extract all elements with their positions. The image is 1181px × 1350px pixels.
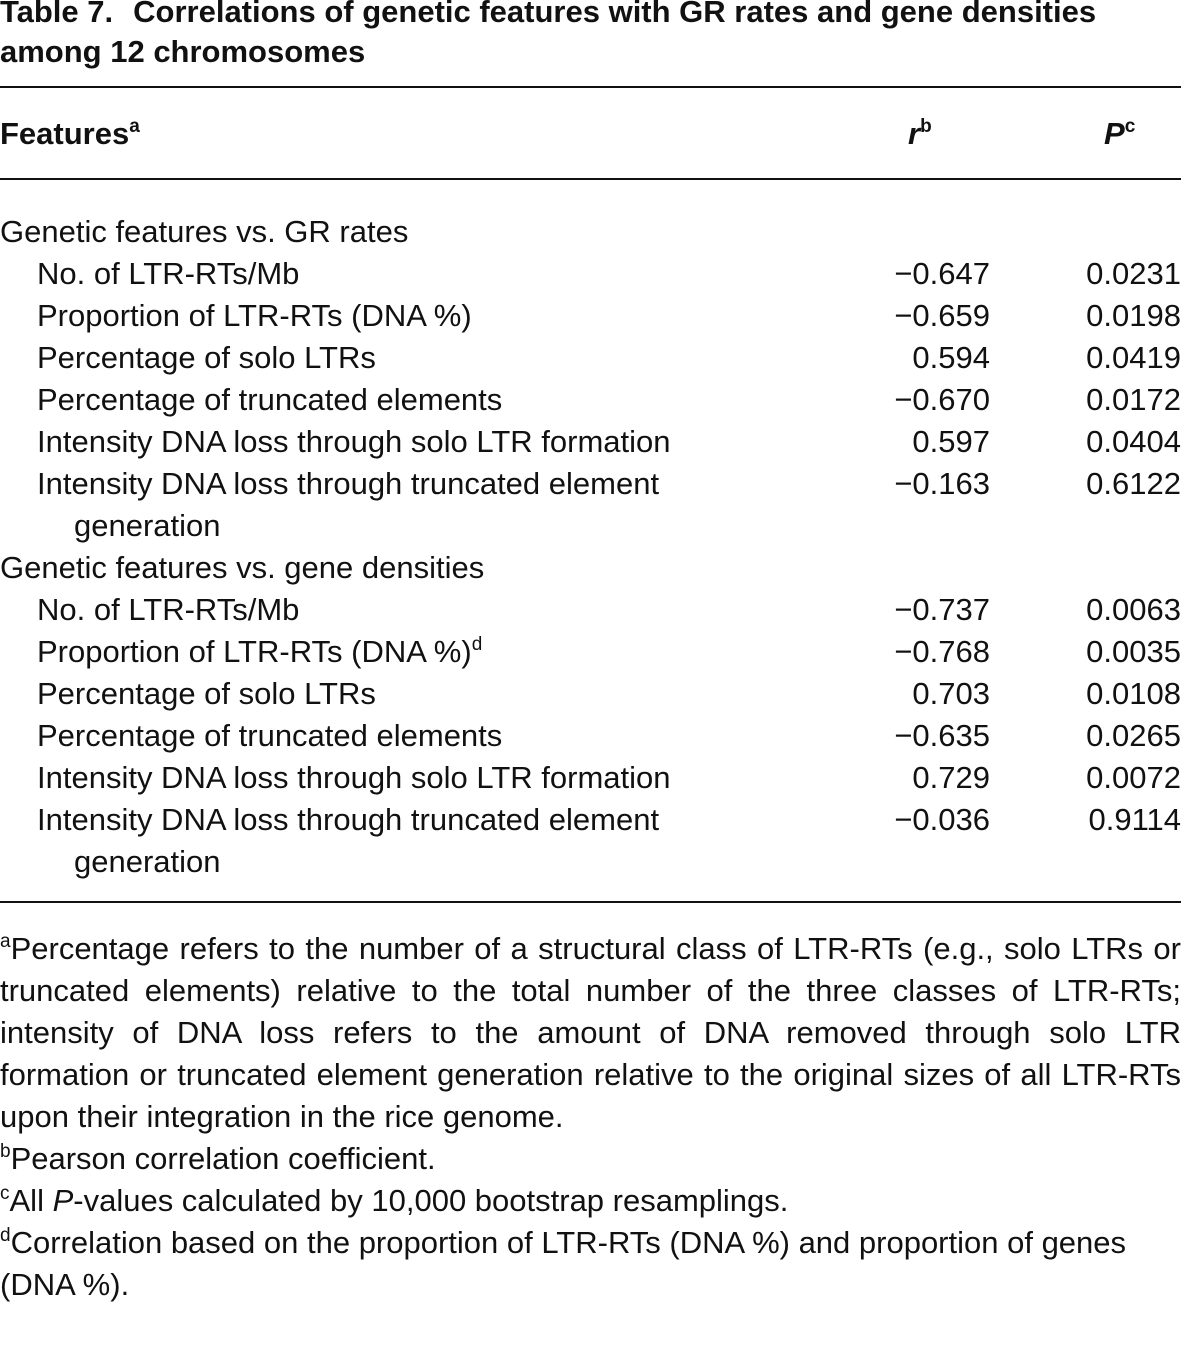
footnotes	[0, 928, 1181, 1306]
r-value: 0.703	[912, 676, 990, 711]
r-value: −0.768	[894, 634, 990, 669]
header-rule	[0, 178, 1181, 180]
footnote-mark-d: d	[471, 634, 483, 655]
feature-label: Intensity DNA loss through truncated element	[37, 466, 660, 501]
r-value: −0.737	[894, 592, 990, 627]
table-label: Table 7.	[0, 0, 114, 29]
footnote-a	[0, 928, 1181, 1138]
r-value: −0.647	[894, 256, 990, 291]
group-heading-text: Genetic features vs. gene densities	[0, 550, 485, 585]
footnote-c-italic: P	[52, 1183, 74, 1218]
p-value: 0.9114	[1088, 802, 1181, 837]
footnote-d-text: Correlation based on the proportion of LTR-RTs (DNA %) and proportion of genes (DNA %).	[0, 1225, 1127, 1302]
p-value: 0.0172	[1086, 382, 1181, 417]
p-value: 0.0265	[1086, 718, 1181, 753]
header-r-text: r	[908, 116, 921, 151]
p-value: 0.0063	[1086, 592, 1181, 627]
table-row	[0, 463, 1181, 543]
group-heading	[0, 211, 1181, 253]
footnote-c	[0, 1180, 1181, 1222]
p-value: 0.0198	[1086, 298, 1181, 333]
feature-label: Intensity DNA loss through truncated element	[37, 802, 660, 837]
footnote-a-text: Percentage refers to the number of a structural class of LTR-RTs (e.g., solo LTRs or truncated elements) relative to the total number of the three classes of LTR-RTs; intensity of DNA loss refers to the amount of DNA removed through solo LTR formation or truncated element generation relative to the original sizes of all LTR-RTs upon their integration in the rice genome.	[0, 931, 1181, 1134]
footnote-b	[0, 1138, 1181, 1180]
feature-label: Percentage of truncated elements	[37, 718, 503, 753]
footnote-mark-a: a	[129, 116, 140, 137]
bottom-rule	[0, 901, 1181, 903]
footnote-c-mark: c	[0, 1183, 10, 1204]
header-r	[908, 114, 932, 154]
table-row	[0, 715, 1181, 757]
feature-label: Percentage of solo LTRs	[37, 340, 376, 375]
footnote-mark-c: c	[1124, 116, 1136, 137]
r-value: 0.597	[912, 424, 990, 459]
p-value: 0.6122	[1086, 466, 1181, 501]
table-row	[0, 421, 1181, 463]
p-value: 0.0404	[1086, 424, 1181, 459]
feature-label-continued: generation	[74, 844, 221, 879]
p-value: 0.0035	[1086, 634, 1181, 669]
feature-label: Intensity DNA loss through solo LTR formation	[37, 424, 671, 459]
p-value: 0.0419	[1086, 340, 1181, 375]
footnote-d-mark: d	[0, 1225, 11, 1246]
feature-label: Proportion of LTR-RTs (DNA %)	[37, 298, 472, 333]
table-row	[0, 337, 1181, 379]
r-value: −0.659	[894, 298, 990, 333]
feature-label: Percentage of truncated elements	[37, 382, 503, 417]
feature-label: No. of LTR-RTs/Mb	[37, 592, 300, 627]
table-caption: Correlations of genetic features with GR rates and gene densities among 12 chromosomes	[0, 0, 1097, 69]
table-title	[0, 0, 1181, 72]
header-features-text: Features	[0, 116, 130, 151]
group-heading-text: Genetic features vs. GR rates	[0, 214, 409, 249]
table-row	[0, 799, 1181, 879]
footnote-d	[0, 1222, 1181, 1306]
p-value: 0.0072	[1086, 760, 1181, 795]
table-row	[0, 589, 1181, 631]
r-value: −0.163	[894, 466, 990, 501]
table-row	[0, 757, 1181, 799]
table-row	[0, 253, 1181, 295]
top-rule	[0, 86, 1181, 88]
header-features	[0, 114, 140, 154]
p-value: 0.0231	[1086, 256, 1181, 291]
feature-label	[37, 631, 482, 673]
table-row	[0, 379, 1181, 421]
r-value: −0.036	[894, 802, 990, 837]
table-row	[0, 631, 1181, 673]
r-value: −0.635	[894, 718, 990, 753]
footnote-a-mark: a	[0, 931, 11, 952]
table-row	[0, 295, 1181, 337]
feature-label: Percentage of solo LTRs	[37, 676, 376, 711]
table-row	[0, 673, 1181, 715]
group-heading	[0, 547, 1181, 589]
feature-label-text: Proportion of LTR-RTs (DNA %)	[37, 634, 472, 669]
feature-label-continued: generation	[74, 508, 221, 543]
r-value: 0.729	[912, 760, 990, 795]
p-value: 0.0108	[1086, 676, 1181, 711]
footnote-c-text-before: All	[9, 1183, 53, 1218]
footnote-b-text: Pearson correlation coefficient.	[10, 1141, 436, 1176]
r-value: 0.594	[912, 340, 990, 375]
footnote-c-text-after: -values calculated by 10,000 bootstrap resamplings.	[73, 1183, 789, 1218]
feature-label: Intensity DNA loss through solo LTR formation	[37, 760, 671, 795]
r-value: −0.670	[894, 382, 990, 417]
footnote-b-mark: b	[0, 1141, 11, 1162]
header-p-text: P	[1104, 116, 1125, 151]
footnote-mark-b: b	[920, 116, 932, 137]
feature-label: No. of LTR-RTs/Mb	[37, 256, 300, 291]
header-p	[1104, 114, 1135, 154]
